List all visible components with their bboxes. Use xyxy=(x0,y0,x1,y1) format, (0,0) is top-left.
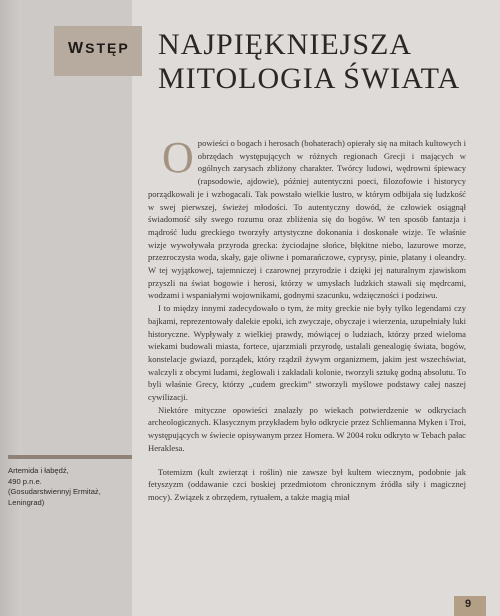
article-body xyxy=(148,133,466,504)
caption-line-3: (Gosudarstwiennyj Ermitaż, xyxy=(8,487,101,496)
caption-rule xyxy=(8,455,132,459)
section-label: WSTĘP xyxy=(68,40,130,57)
paragraph-4: Totemizm (kult zwierząt i roślin) nie zawsze był kultem wiecznym, podobnie jak fetyszyzm (oddawanie czci boskiej przedmiotom chronicznym źródła siły i magicznej mocy). Związek z obrzędem, rytuałem, a także magią miał xyxy=(148,466,466,502)
caption-line-4: Leningrad) xyxy=(8,497,45,507)
page-number: 9 xyxy=(465,598,472,610)
caption-line-2: 490 p.n.e. xyxy=(8,476,42,486)
paragraph-2: I to między innymi zadecydowało o tym, że mity greckie nie były tylko legendami czy bajkami, reprezentowały dalekie epoki, ich zwyczaje, obyczaje i wierzenia, uzupełniały luki historyczne. Wypływały z wielkiej prawdy, mówiącej o ludziach, którzy przed wieloma wiekami budowali miasta, fortece, ujarzmiali przyrodę, ustalali genealogię świata, bogów, konstelacje gwiazd, porządek, który rządził żywym organizmem, jakim jest wszechświat, walczyli z obcymi ludami, żeglowali i zakładali kolonie, tworzyli sztukę godną absolutu. To byli właśnie Grecy, którzy „cudem greckim” stworzyli myślowe podstawy całej naszej cywilizacji. xyxy=(148,303,466,403)
paragraph-3: Niektóre mityczne opowieści znalazły po wiekach potwierdzenie w odkryciach archeologicznych. Klasycznym przykładem było odkrycie przez Schliemanna Myken i Troi, występujących w świecie opisywanym przez Homera. W 2004 roku odkryto w Tebach pałac Heraklesa. xyxy=(148,404,466,453)
title-line-2: MITOLOGIA ŚWIATA xyxy=(158,62,461,95)
caption-line-1: Artemida i łabędź, xyxy=(8,466,69,475)
title-line-1: NAJPIĘKNIEJSZA xyxy=(158,28,412,61)
image-caption xyxy=(8,466,126,508)
drop-cap: O xyxy=(162,133,194,182)
paragraph-1: Opowieści o bogach i herosach (bohaterach) opierały się na mitach kultowych i obrzędach występujących w różnych regionach Grecji i mających w ogólnych zarysach zbliżony charakter. Twórcy ludowi, wędrowni śpiewacy (rapsodowie, ajdowie), później autentyczni poeci, filozofowie i historycy porządkowali je i wzbogacali. Tak powstało wielkie lustro, w którym odbijała się ludzkość w swej pierwszej, świeżej młodości. To autentyczny dowód, że człowiek osiągnął świadomość siły swego rozumu oraz zbliżenia się do bogów. W ten sposób fantazja i mądrość ludu greckiego tworzyły artystyczne dokonania i doskonałe wizje. Te właśnie wizje wywoływała przyroda grecka: życiodajne słońce, błękitne niebo, lazurowe morze, przezroczysta woda, skały, gaje oliwne i pomarańczowe, cyprysy, pinie, platany i oleandry. W tej wyjątkowej, tajemniczej i czarownej przyrodzie i dzięki jej naturalnym zjawiskom przyszli na świat bogowie i herosi, którzy w umysłach ludzkich stawali się mędrcami, wodzami i wspaniałymi wojownikami, godnymi szacunku, wdzięczności i podziwu. xyxy=(148,133,466,301)
page-title xyxy=(158,28,488,96)
page-gutter xyxy=(0,0,22,616)
